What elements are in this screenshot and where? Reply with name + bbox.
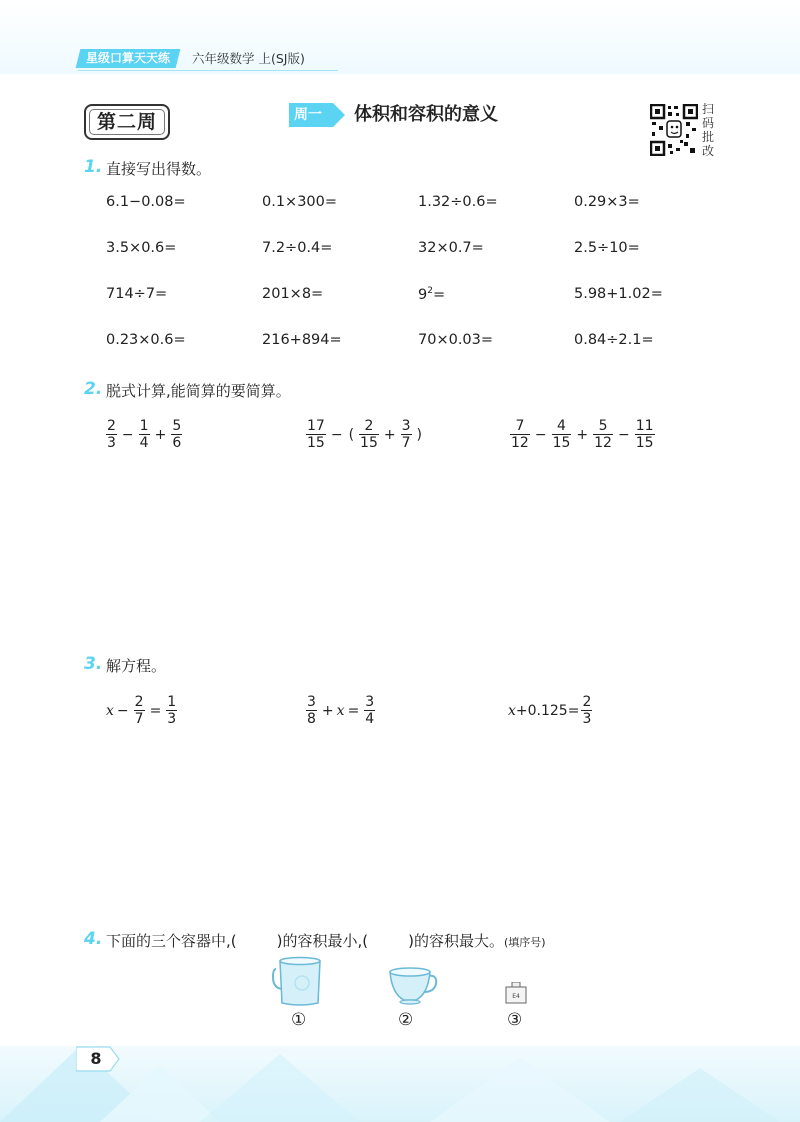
page-number-badge xyxy=(76,1046,120,1072)
variable-x: x xyxy=(336,702,345,719)
q4-text-a: 下面的三个容器中,( xyxy=(106,932,237,950)
equals-sign: = xyxy=(149,702,162,719)
fraction: $\frac{3}{4}$ xyxy=(365,694,375,727)
power-exponent: 2 xyxy=(427,286,433,296)
container-label-1: ① xyxy=(291,1010,307,1030)
footer-band xyxy=(0,1046,800,1122)
operator: − xyxy=(617,426,630,443)
fraction: $\frac{2}{15}$ xyxy=(360,418,378,451)
power-equals: = xyxy=(432,286,446,303)
calc-item: 5.98+1.02= xyxy=(574,286,663,302)
q4-number: 4. xyxy=(84,929,103,949)
container-label-3: ③ xyxy=(507,1010,523,1030)
equals-sign: = xyxy=(347,702,360,719)
calc-item: 0.1×300= xyxy=(262,194,338,210)
qr-label-char: 改 xyxy=(702,144,715,158)
q4-note: (填序号) xyxy=(503,936,546,949)
calc-item: 0.29×3= xyxy=(574,194,640,210)
q2-number: 2. xyxy=(84,379,103,399)
qr-label-char: 码 xyxy=(702,116,715,130)
container-label-2: ② xyxy=(398,1010,414,1030)
qr-label-char: 扫 xyxy=(702,102,715,116)
fraction: $\frac{3}{7}$ xyxy=(401,418,411,451)
calc-item: 6.1−0.08= xyxy=(106,194,186,210)
operator: + xyxy=(321,702,334,719)
operator: − xyxy=(121,426,134,443)
q1-title: 直接写出得数。 xyxy=(106,160,212,178)
calc-item: 714÷7= xyxy=(106,286,168,302)
week-badge xyxy=(84,104,170,140)
variable-x: x xyxy=(106,702,114,719)
q4-text-b: )的容积最小,( xyxy=(276,932,369,950)
fraction: $\frac{11}{15}$ xyxy=(635,418,654,451)
fraction: $\frac{1}{3}$ xyxy=(167,694,177,727)
calc-item: 7.2÷0.4= xyxy=(262,240,333,256)
mug-container-image xyxy=(270,955,330,1007)
series-tag xyxy=(76,49,181,68)
book-title: 六年级数学 上(SJ版) xyxy=(192,51,305,66)
q2-expression-1 xyxy=(104,418,184,451)
qr-label xyxy=(702,102,718,158)
fraction: $\frac{5}{6}$ xyxy=(172,418,182,451)
day-tag xyxy=(289,103,345,127)
equation-tail: +0.125= xyxy=(515,702,580,719)
q2-expression-3 xyxy=(508,418,657,451)
calc-item: 3.5×0.6= xyxy=(106,240,177,256)
q3-equation-2 xyxy=(304,694,377,727)
fraction: $\frac{17}{15}$ xyxy=(307,418,325,451)
calc-item: 70×0.03= xyxy=(418,332,494,348)
operator: + xyxy=(383,426,396,443)
q3-title: 解方程。 xyxy=(106,657,167,675)
q4-text-c: )的容积最大。 xyxy=(408,932,504,950)
power-base: 9 xyxy=(418,286,428,303)
right-paren: ) xyxy=(416,426,422,443)
fraction: $\frac{5}{12}$ xyxy=(594,418,612,451)
calc-item: 0.23×0.6= xyxy=(106,332,186,348)
page-number: 8 xyxy=(90,1049,102,1068)
fraction: $\frac{1}{4}$ xyxy=(139,418,149,451)
fraction: $\frac{2}{3}$ xyxy=(107,418,116,451)
calc-item: 2.5÷10= xyxy=(574,240,640,256)
qr-code-icon[interactable] xyxy=(650,104,698,156)
operator: + xyxy=(154,426,167,443)
operator: − xyxy=(330,426,343,443)
qr-label-char: 批 xyxy=(702,130,715,144)
q1-number: 1. xyxy=(84,157,103,177)
box-label-text: E4 xyxy=(512,993,520,1000)
q3-number: 3. xyxy=(84,654,103,674)
calc-item: 201×8= xyxy=(262,286,324,302)
teacup-container-image xyxy=(386,964,440,1006)
operator: + xyxy=(576,426,589,443)
variable-x: x xyxy=(508,702,516,719)
small-box-container-image xyxy=(504,982,528,1004)
calc-item: 32×0.7= xyxy=(418,240,484,256)
q3-equation-1 xyxy=(106,694,179,727)
calc-item-power xyxy=(418,286,445,303)
header-rule xyxy=(78,70,338,71)
operator: − xyxy=(534,426,547,443)
left-paren: ( xyxy=(348,426,355,443)
q2-title: 脱式计算,能简算的要简算。 xyxy=(106,382,291,400)
fraction: $\frac{7}{12}$ xyxy=(511,418,529,451)
calc-item: 0.84÷2.1= xyxy=(574,332,654,348)
operator: − xyxy=(116,702,129,719)
week-badge-label: 第二周 xyxy=(96,111,157,133)
q3-equation-3 xyxy=(508,694,594,727)
calc-item: 1.32÷0.6= xyxy=(418,194,498,210)
q4-question xyxy=(106,930,546,951)
fraction: $\frac{2}{3}$ xyxy=(582,694,592,727)
lesson-title: 体积和容积的意义 xyxy=(354,104,498,125)
q2-expression-2 xyxy=(304,418,425,451)
calc-item: 216+894= xyxy=(262,332,342,348)
footer-pattern xyxy=(0,1046,800,1122)
series-name: 星级口算天天练 xyxy=(86,51,171,65)
fraction: $\frac{4}{15}$ xyxy=(552,418,571,451)
day-tag-label: 周一 xyxy=(294,107,322,123)
fraction: $\frac{3}{8}$ xyxy=(307,694,316,727)
fraction: $\frac{2}{7}$ xyxy=(134,694,144,727)
